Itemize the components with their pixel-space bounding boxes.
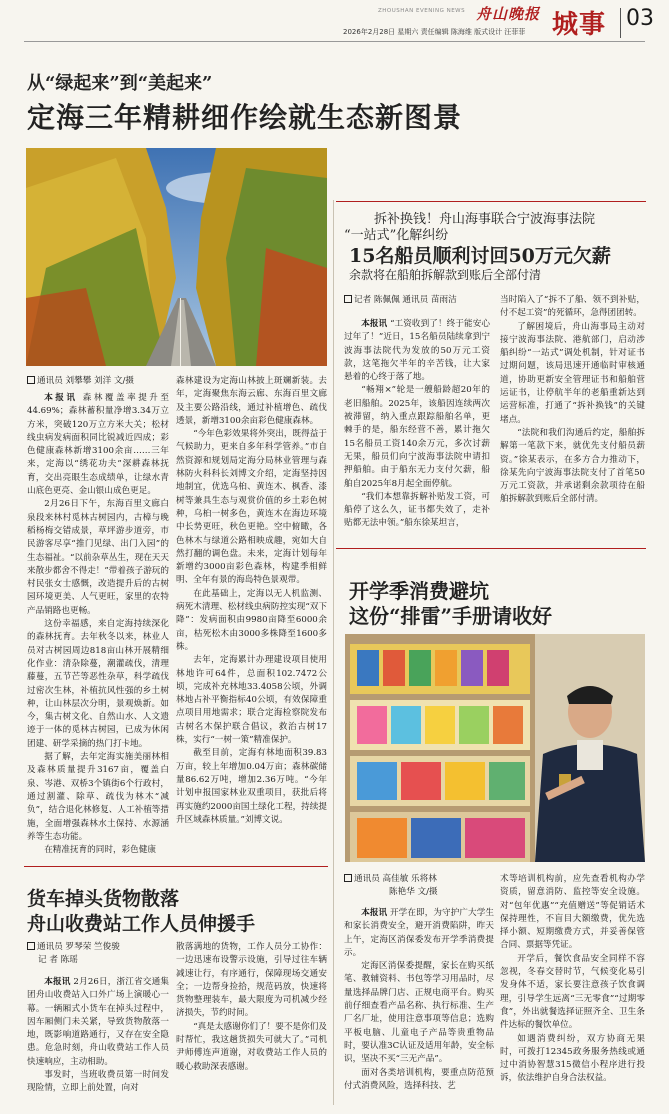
lead-para: 去年，定海累计办理建设项目使用林地许可64件，总面积102.7472公顷，完成补充林地33.4058公顷，外调林地占补平衡指标40公顷，有效保障重点项目用地需求；联合定海检察院发布古树名木保护联合倡议，救治古树17株，实行“一树一策”精准保护。 [176, 655, 327, 746]
lead-para: 这份幸福感，来自定海持续深化的森林抚育。去年秋冬以来，林业人员对古树园周边818亩山林开展精细化作业：清杂除蔓，潮灌疏伐，清理藤蔓，五节芒等恶性杂草，科学疏伐过密次生林，补植抗风性强的乡土树种，让山林层次分明，景观焕新。如今，集古树文化、自然山水、人文遗迹于一体的觅林古树园，已成为休闲团建、研学采摘的热门打卡地。 [27, 619, 169, 749]
legal-para: 了解困境后，舟山海事局主动对接宁波海事法院、港航部门，启动涉船纠纷“一站式”调处机制，针对证书过期问题，该局迅速开通临时审核通道，协助更新安全管理证书和船舶营运证书，让停航半年的老船重新达到运营标准，打通了“拆补换钱”的关键堵点。 [500, 321, 645, 425]
legal-kicker-line-1: 拆补换钱！舟山海事联合宁波海事法院 [374, 212, 596, 227]
byline-marker-icon [27, 942, 35, 950]
lead-kicker: 从“绿起来”到“美起来” [27, 73, 213, 94]
caption-marker-icon [27, 376, 35, 384]
consumer-para: 如遇消费纠纷，双方协商无果时，可拨打12345政务服务热线或通过中消协智慧315微信小程序进行投诉，依法维护自身合法权益。 [500, 1033, 645, 1084]
lead-headline: 定海三年精耕细作绘就生态新图景 [27, 101, 463, 134]
column-divider [333, 200, 334, 1105]
consumer-photo [345, 634, 645, 862]
legal-byline-text: 记者 陈佩佩 通讯员 苗雨洁 [354, 295, 457, 305]
caption-marker-icon [344, 874, 352, 882]
consumer-top-rule [336, 548, 646, 549]
lead-para: 森林建设为定海山林披上斑斓新装。去年，定海聚焦东海云廊、东海百里文廊及主要公路沿线，通过补植增色、疏伐透景，新增3100余亩彩色健康森林。 [176, 376, 327, 426]
truck-top-rule [24, 866, 328, 867]
legal-subhead: 余款将在船舶拆解款到账后全部付清 [349, 268, 542, 282]
consumer-headline-line-2: 这份“排雷”手册请收好 [349, 604, 553, 628]
consumer-caption-line-1: 通讯员 高佳敏 乐将林 [354, 874, 437, 884]
legal-para: 本报讯 “工资收到了！终于能安心过年了！”近日，15名船员陆续拿到宁波海事法院代为发放的50万元工资款，这笔拖欠半年的辛苦钱，让大家悬着的心终于落了地。 [344, 319, 490, 383]
english-name: ZHOUSHAN EVENING NEWS [378, 8, 466, 14]
lead-para: 本报讯 森林覆盖率提升至44.69%；森林蓄积量净增3.34万立方米，突破120万立方米大关；松材线虫病发病面积同比锐减近四成；彩色健康森林新增3100余亩……三年来，定海以“绣花功夫”深耕森林抚育，交出亮眼生态成绩单，让绿水青山底色更亮、金山银山成色更足。 [27, 393, 169, 497]
masthead-info-line: 2026年2月28日 星期六 责任编辑 陈海维 版式设计 汪菲菲 [343, 28, 526, 36]
consumer-para: 定海区消保委提醒，家长在购买纸笔、教辅资料、书包等学习用品时，尽量选择品牌门店、正规电商平台。购买前仔细查看产品名称、执行标准、生产厂名厂址，使用注意事项等信息；选购平板电脑、儿童电子产品等贵重物品时，要认准3C认证及适用年龄，安全标识，坚决不买“三无产品”。 [344, 961, 494, 1065]
truck-para: 散落满地的货物，工作人员分工协作：一边迅速布设警示设施，引导过往车辆减速让行，有序通行，保障现场交通安全；一边帮身捡拾，规范码放，快速将货物整理装车，最大限度为司机减少经济损失，节约时间。 [176, 942, 327, 1019]
legal-para: 当时陷入了“拆不了船、领不到补贴，付不起工资”的死循环，急得团团转。 [500, 295, 645, 319]
consumer-column-2 [500, 873, 645, 1105]
truck-para: 本报讯 2月26日，浙江省交通集团舟山收费站入口外广场上演暖心一幕。一辆厢式小货车在掉头过程中，因车厢侧门未关紧，导致货物散落一地，既影响道路通行，又存在安全隐患。危急时刻，舟山收费站工作人员快速响应，主动相助。 [27, 977, 169, 1067]
legal-byline [344, 294, 457, 307]
lead-para: “今年色彩效果将外突出，既得益于气候助力，更来自多年科学管养。”市自然资源和规划局定海分局林业管理与森林防火科科长刘博文介绍，定海坚持因地制宜，优选乌桕、黄连木、枫香、漆树等兼具生态与观赏价值的乡土彩色树种，乌桕一树多色，黄连木在海边环境中长势更旺，秋色更艳。空中俯瞰，各色林木与绿道公路相映成趣，宛如大自然打翻的调色盘。未来，定海计划每年新增约3000亩彩色森林，构建季相鲜明、全年有景的海岛特色景观带。 [176, 429, 327, 586]
legal-headline: 15名船员顺利讨回50万元欠薪 [349, 245, 611, 267]
forest-photo [26, 148, 327, 366]
section-name: 城事 [552, 10, 607, 40]
section-divider [620, 8, 621, 38]
byline-marker-icon [344, 295, 352, 303]
consumer-photo-caption [344, 873, 494, 899]
consumer-column-1 [344, 907, 494, 1105]
newspaper-logo: 舟山晚报 [476, 5, 541, 23]
consumer-caption-line-2: 陈艳华 文/摄 [389, 887, 438, 897]
legal-para: “畅翔×”轮是一艘船龄超20年的老旧船舶。2025年，该船因连续两次被滞留，纳入重点跟踪船舶名单，更棘手的是，船东经营不善，累计拖欠15名船员工资140余万元，多次讨薪无果，船员们向宁波海事法院申请扣押船舶。由于船东无力支付欠薪，船舶自2025年8月起全面停航。 [344, 385, 490, 489]
lead-para: 截至目前，定海有林地面积39.83万亩，较上年增加0.04万亩；森林碳储量86.62万吨，增加2.36万吨。“今年计划申报国家林业双重项目，获批后将再实施约2000亩国土绿化工程，持续提升区域森林质量。”刘博文说。 [176, 748, 327, 825]
legal-kicker-line-2: “一站式”化解纠纷 [344, 228, 449, 243]
lead-para: 据了解，去年定海实施美丽林相及森林质量提升3167亩，覆盖白泉、岑港、双桥3个镇街6个行政村，通过割灌、除草、疏伐为林木“减负”，结合退化林修复、人工补植等措施，全面增强森林水土保持、水源涵养等生态功能。 [27, 752, 169, 842]
lead-caption-text: 通讯员 刘攀攀 刘洋 文/摄 [37, 376, 135, 386]
legal-top-rule [336, 201, 646, 202]
lead-para: 在精准抚育的同时，彩色健康 [44, 845, 156, 856]
lead-para: 2月26日下午，东海百里文廊白泉段来林村觅林古树园内，古樟与晚稻杨梅交错成景，草坪游步道旁，市民游客尽享“推门见绿、出门入园”的生态福祉。“以前杂草丛生，现在天天来散步都舍不得走！”带着孩子游玩的村民张女士感慨，改造提升后的古树园环境更美、人气更旺，家里的农特产品销路也更畅。 [27, 499, 169, 616]
truck-headline-line-2: 舟山收费站工作人员伸援手 [27, 913, 256, 935]
legal-para: “法院和我们沟通后约定，船舶拆解第一笔款下来，就优先支付船员薪资。”徐某表示，在多方合力推动下，徐某先向宁波海事法院支付了首笔50万元工资款，并承诺剩余款项待在船舶拆解款到账后全部付清。 [500, 427, 645, 505]
consumer-para: 术等培训机构前，应先查看机构办学资质，留意消防、监控等安全设施。对“包年优惠”“充值赠送”等促销话术保持理性，不盲目大额缴费，优先选择小额、短期缴费方式，并妥善保管合同、票据等凭证。 [500, 874, 645, 951]
consumer-headline-line-1: 开学季消费避坑 [349, 579, 489, 603]
truck-column-1 [27, 976, 169, 1106]
masthead-rule [24, 41, 645, 42]
lead-column-1 [27, 392, 169, 859]
truck-byline-line-1: 通讯员 罗琴荣 竺俊骏 [37, 942, 120, 952]
truck-byline [27, 941, 173, 967]
truck-column-2 [176, 941, 327, 1106]
truck-byline-line-2: 记 者 陈瑶 [38, 955, 78, 965]
lead-para: 在此基础上，定海以无人机监测、病死木清理、松材线虫病防控实现“双下降”：发病面积由9980亩降至6000余亩，枯死松木由3000多株降至1600多株。 [176, 588, 327, 652]
lead-column-2 [176, 375, 327, 859]
masthead [0, 0, 669, 46]
legal-para: “我们本想靠拆解补贴发工资，可船停了这么久，证书都失效了，走补贴都无法申领。”船东徐某坦言， [344, 491, 490, 529]
truck-para: “真是太感谢你们了！要不是你们及时帮忙，我这趟货损失可就大了。”司机尹师傅连声道谢，对收费站工作人员的暖心救助深表感谢。 [176, 1021, 327, 1072]
consumer-para: 本报讯 开学在即，为守护广大学生和家长消费安全，避开消费陷阱，昨天上午，定海区消保委发布开学季消费提示。 [344, 908, 494, 958]
consumer-para: 面对各类培训机构，要重点防范预付式消费风险，选择科技、艺 [344, 1067, 494, 1091]
truck-para: 事发时，当班收费员第一时间发现险情，立即上前处置，向对 [27, 1070, 169, 1094]
page-number: 03 [626, 6, 654, 31]
legal-column-1 [344, 318, 490, 540]
truck-headline-line-1: 货车掉头货物散落 [27, 888, 180, 910]
lead-photo-caption [27, 375, 134, 388]
consumer-para: 开学后，餐饮食品安全同样不容忽视，冬春交替时节，气候变化易引发身体不适，家长要注意孩子饮食调理，引导学生远离“三无零食”“过期零食”，外出就餐选择证照齐全、卫生条件达标的餐饮单位。 [500, 953, 645, 1031]
legal-column-2 [500, 294, 645, 540]
